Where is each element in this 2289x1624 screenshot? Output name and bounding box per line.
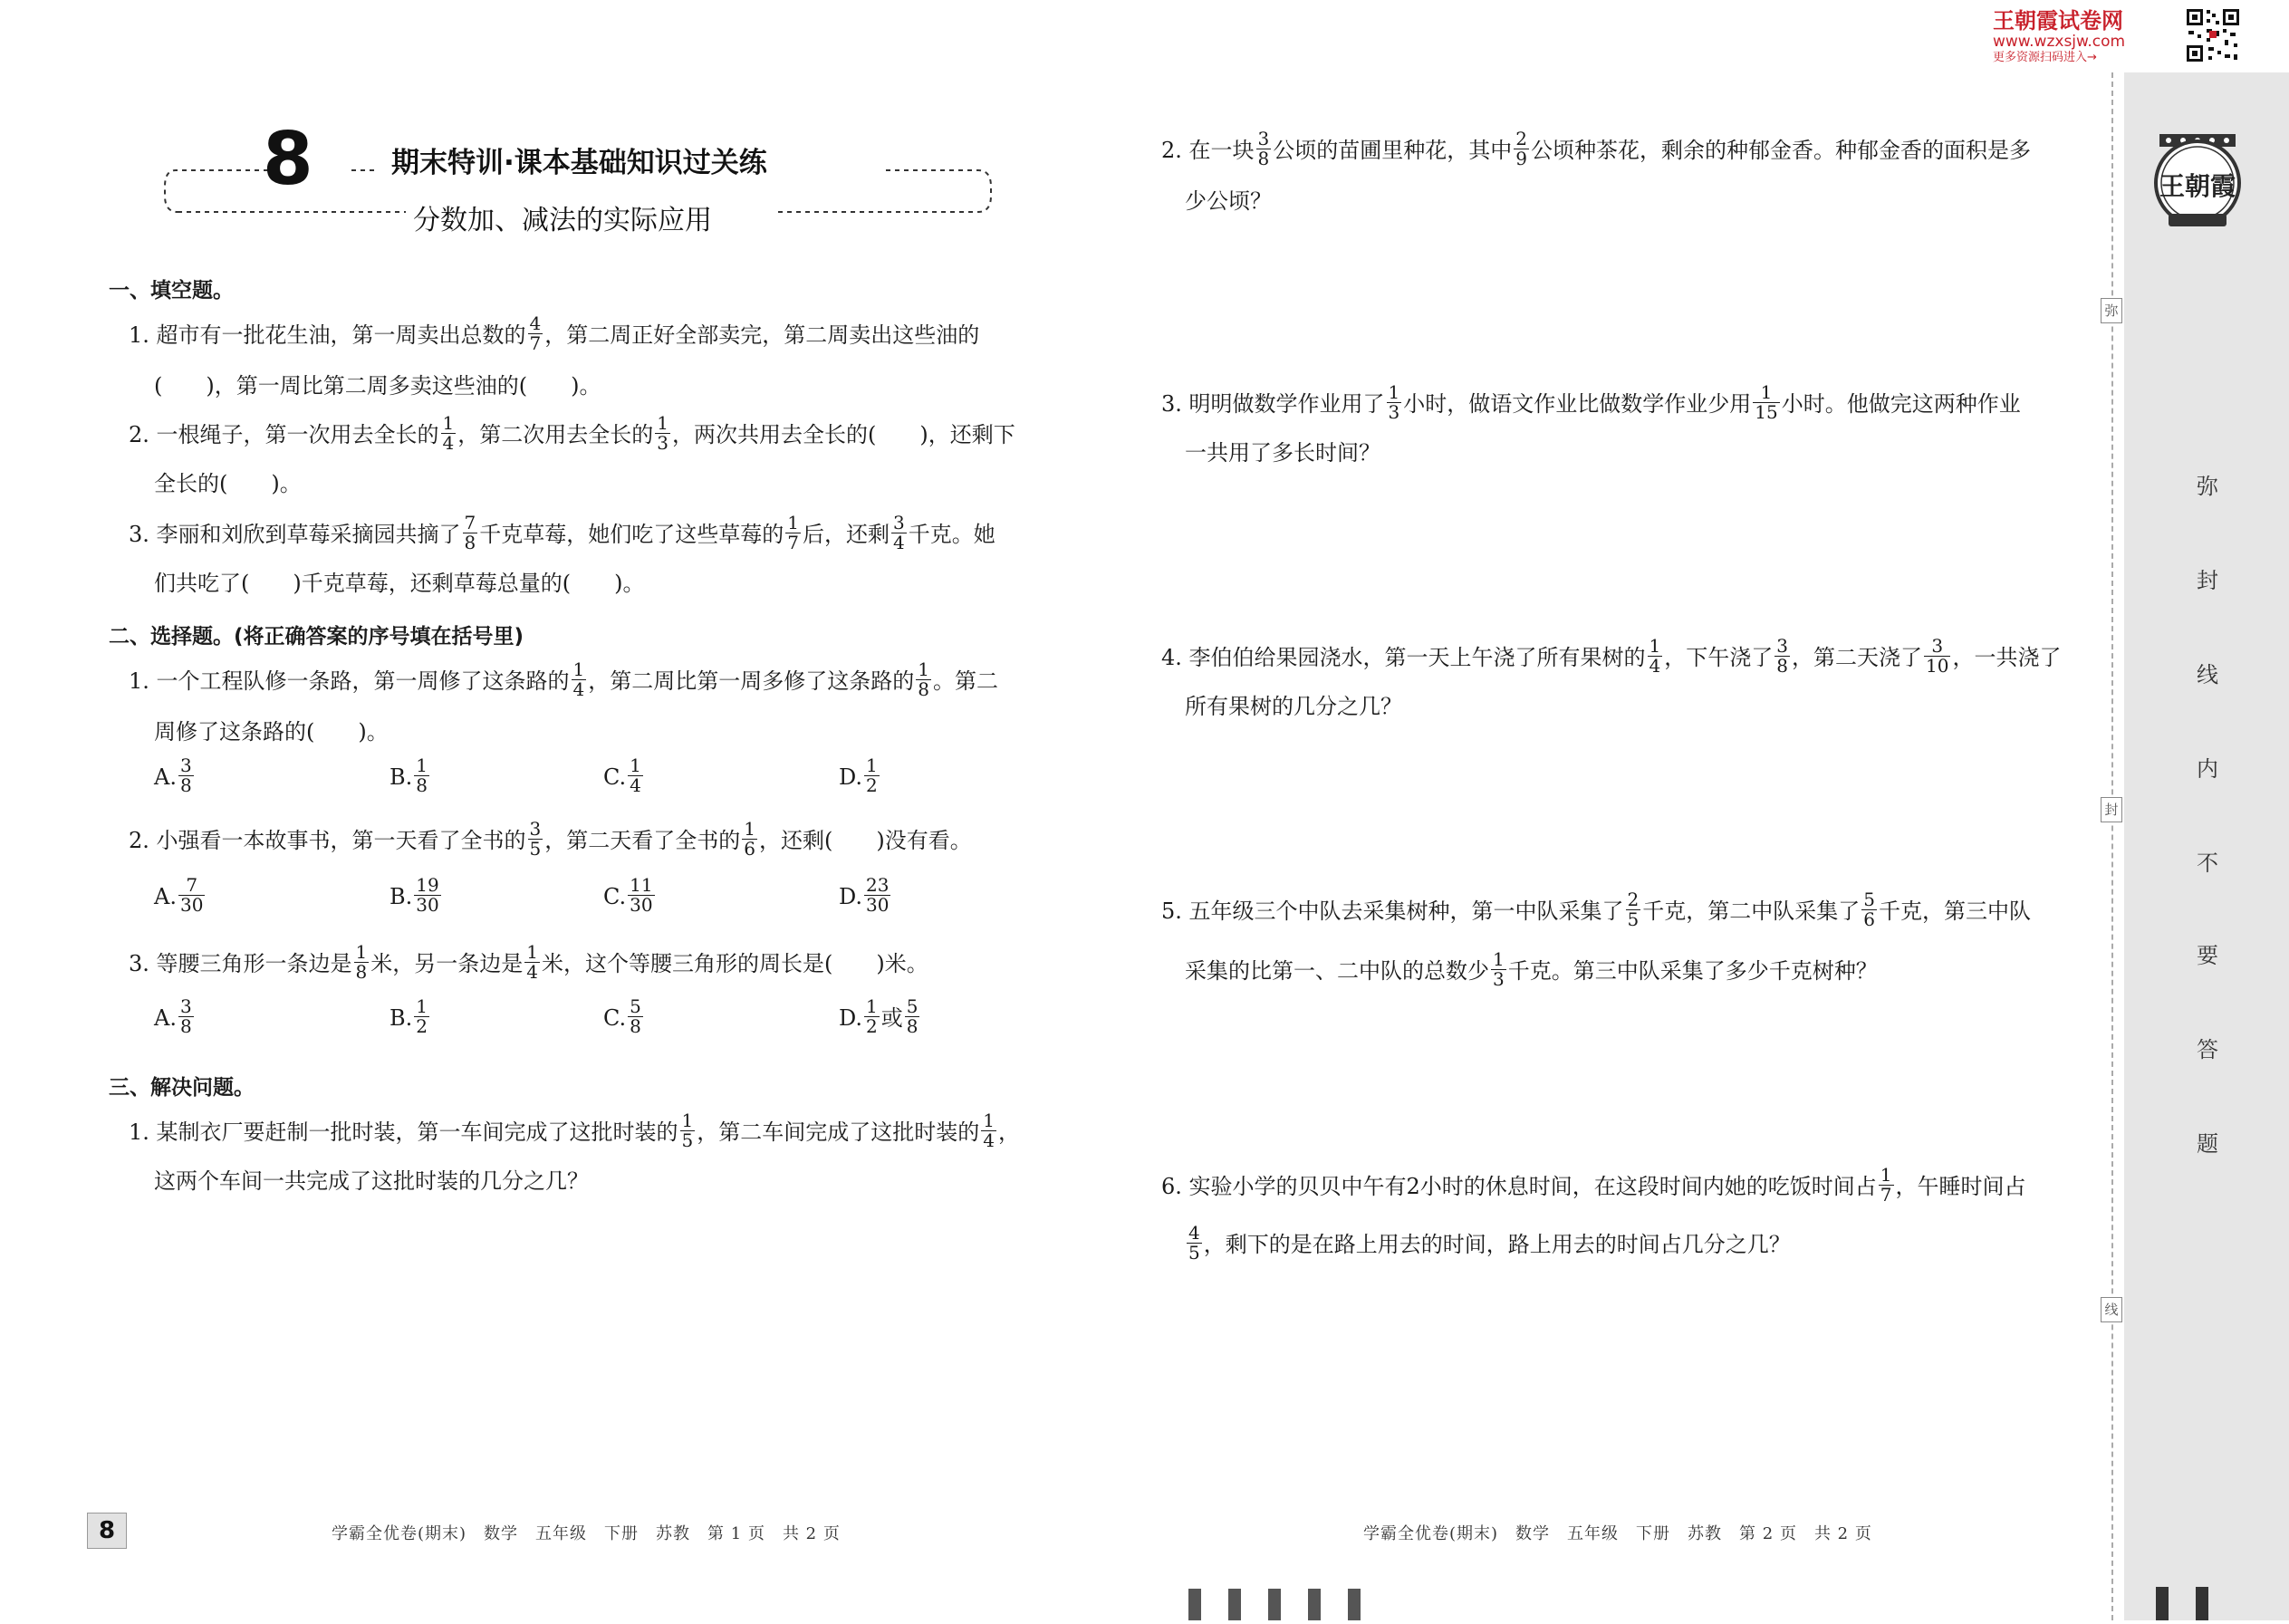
choice-q3-line1: 3. 等腰三角形一条边是 $\frac{1}{8}$ 米，另一条边是 $\frac{1}{4}$ 米，这个等腰三角形的周长是( )米。	[129, 941, 928, 983]
problem-2-line1: 2. 在一块 $\frac{3}{8}$ 公顷的苗圃里种花，其中 $\frac{2}{9}$ 公顷种茶花，剩余的种郁金香。种郁金香的面积是多	[1161, 128, 2031, 169]
choice-q2-option-d[interactable]: D. $\frac{23}{30}$	[839, 874, 890, 916]
frac-l-c2-c: $\frac{11}{30}$	[630, 874, 653, 916]
frac-r-p4c: $\frac{3}{10}$	[1926, 635, 1949, 677]
choice-q2-option-b[interactable]: B. $\frac{19}{30}$	[390, 874, 439, 916]
choice-q2-line1: 2. 小强看一本故事书，第一天看了全书的 $\frac{3}{5}$ ，第二天看了全书的 $\frac{1}{6}$ ，还剩( )没有看。	[129, 818, 972, 860]
page-number-badge: 8	[87, 1513, 127, 1549]
frac-l-c1a: $\frac{1}{4}$	[572, 658, 585, 700]
page-subtitle: 分数加、减法的实际应用	[413, 205, 712, 236]
registration-marks-right	[2156, 1587, 2228, 1620]
binding-mark-1: 弥	[2101, 298, 2122, 323]
footer-right: 学霸全优卷(期末) 数学 五年级 下册 苏教 第 2 页 共 2 页	[1363, 1524, 1872, 1543]
binding-char-5: 不	[2197, 850, 2218, 876]
watermark-tip: 更多资源扫码进入→	[1993, 51, 2097, 64]
problem-3-line1: 3. 明明做数学作业用了 $\frac{1}{3}$ 小时，做语文作业比做数学作业少用 $\frac{1}{15}$ 小时。他做完这两种作业	[1161, 381, 2021, 423]
fill-q1-line2: ( )，第一周比第二周多卖这些油的( )。	[154, 373, 601, 399]
frac-l-c2-a: $\frac{7}{30}$	[179, 874, 204, 916]
frac-l-c1-d: $\frac{1}{2}$	[866, 754, 878, 796]
frac-l-c3-b: $\frac{1}{2}$	[416, 995, 428, 1037]
choice-q1-option-d[interactable]: D. $\frac{1}{2}$	[839, 754, 878, 796]
frac-r-p2b: $\frac{2}{9}$	[1515, 128, 1527, 169]
binding-char-7: 答	[2197, 1037, 2218, 1062]
page-title: 期末特训·课本基础知识过关练	[391, 147, 767, 179]
problem-4-line1: 4. 李伯伯给果园浇水，第一天上午浇了所有果树的 $\frac{1}{4}$ ，下午浇了 $\frac{3}{8}$ ，第二天浇了 $\frac{3}{10}$ ，一共浇了	[1161, 635, 2062, 677]
frac-r-p4a: $\frac{1}{4}$	[1649, 635, 1661, 677]
binding-char-3: 线	[2197, 662, 2218, 687]
choice-q3-option-c[interactable]: C. $\frac{5}{8}$	[603, 995, 641, 1037]
frac-l-c3-c: $\frac{5}{8}$	[630, 995, 641, 1037]
binding-mark-2: 封	[2101, 797, 2122, 822]
frac-l-c3-d2: $\frac{5}{8}$	[906, 995, 918, 1037]
fill-q2-line1: 2. 一根绳子，第一次用去全长的 $\frac{1}{4}$ ，第二次用去全长的 $\frac{1}{3}$ ，两次共用去全长的( )，还剩下	[129, 412, 1015, 454]
frac-l-c1-a: $\frac{3}{8}$	[179, 754, 192, 796]
frac-r-p6a: $\frac{1}{7}$	[1880, 1164, 1892, 1206]
binding-char-2: 封	[2197, 568, 2218, 593]
choice-q1-line1: 1. 一个工程队修一条路，第一周修了这条路的 $\frac{1}{4}$ ，第二周比第一周多修了这条路的 $\frac{1}{8}$ 。第二	[129, 658, 998, 700]
frac-l-c2b: $\frac{1}{6}$	[744, 818, 755, 860]
frac-l-c3-a: $\frac{3}{8}$	[179, 995, 192, 1037]
frac-l-c2a: $\frac{3}{5}$	[529, 818, 542, 860]
frac-r-p6b: $\frac{4}{5}$	[1188, 1222, 1200, 1264]
frac-l-c3-d1: $\frac{1}{2}$	[866, 995, 878, 1037]
fill-q3-line1: 3. 李丽和刘欣到草莓采摘园共摘了 $\frac{7}{8}$ 千克草莓，她们吃了这些草莓的 $\frac{1}{7}$ 后，还剩 $\frac{3}{4}$ 千克。她	[129, 512, 995, 553]
problem-6-line2: $\frac{4}{5}$ ，剩下的是在路上用去的时间，路上用去的时间占几分之几？	[1188, 1222, 1791, 1264]
problem-5-line2: 采集的比第一、二中队的总数少 $\frac{1}{3}$ 千克。第三中队采集了多少千克树种？	[1185, 948, 1878, 990]
frac-r-p5b: $\frac{5}{6}$	[1863, 889, 1875, 930]
frac-l-c3a: $\frac{1}{8}$	[355, 941, 368, 983]
frac-l-c1-b: $\frac{1}{8}$	[416, 754, 428, 796]
frac-l-q3b: $\frac{1}{7}$	[787, 512, 799, 553]
section-choice: 二、选择题。(将正确答案的序号填在括号里)	[109, 625, 524, 649]
watermark-url: www.wzxsjw.com	[1993, 33, 2126, 51]
choice-q1-option-a[interactable]: A. $\frac{3}{8}$	[154, 754, 192, 796]
frac-l-s1b: $\frac{1}{4}$	[983, 1110, 995, 1151]
choice-q2-option-c[interactable]: C. $\frac{11}{30}$	[603, 874, 653, 916]
problem-4-line2: 所有果树的几分之几？	[1185, 694, 1402, 719]
frac-r-p3b: $\frac{1}{15}$	[1755, 381, 1778, 423]
frac-r-p2a: $\frac{3}{8}$	[1257, 128, 1270, 169]
choice-q3-option-d[interactable]: D. $\frac{1}{2}$ 或 $\frac{5}{8}$	[839, 995, 918, 1037]
fill-q2-line2: 全长的( )。	[154, 471, 302, 496]
qr-code-icon	[2185, 7, 2241, 63]
watermark-brand: 王朝霞试卷网	[1993, 8, 2123, 34]
choice-q1-option-c[interactable]: C. $\frac{1}{4}$	[603, 754, 641, 796]
frac-r-p5a: $\frac{2}{5}$	[1627, 889, 1640, 930]
binding-char-8: 题	[2197, 1131, 2218, 1157]
problem-5-line1: 5. 五年级三个中队去采集树种，第一中队采集了 $\frac{2}{5}$ 千克，第二中队采集了 $\frac{5}{6}$ 千克，第三中队	[1161, 889, 2031, 930]
problem-2-line2: 少公顷？	[1185, 188, 1272, 214]
section-number: 8	[263, 117, 313, 201]
frac-r-p4b: $\frac{3}{8}$	[1776, 635, 1788, 677]
choice-q3-option-a[interactable]: A. $\frac{3}{8}$	[154, 995, 192, 1037]
brand-logo	[2150, 127, 2245, 243]
section-problems: 三、解决问题。	[109, 1076, 255, 1100]
problem-3-line2: 一共用了多长时间？	[1185, 440, 1380, 466]
choice-q1-line2: 周修了这条路的( )。	[154, 719, 389, 745]
fill-q3-line2: 们共吃了( )千克草莓，还剩草莓总量的( )。	[154, 571, 645, 596]
frac-r-p3a: $\frac{1}{3}$	[1388, 381, 1400, 423]
choice-q2-option-a[interactable]: A. $\frac{7}{30}$	[154, 874, 204, 916]
problem-6-line1: 6. 实验小学的贝贝中午有2小时的休息时间，在这段时间内她的吃饭时间占 $\frac{1}{7}$ ，午睡时间占	[1161, 1164, 2026, 1206]
fill-q1-line1: 1. 超市有一批花生油，第一周卖出总数的 $\frac{4}{7}$ ，第二周正好全部卖完，第二周卖出这些油的	[129, 312, 980, 354]
registration-marks	[1188, 1589, 1370, 1620]
frac-l-q3c: $\frac{3}{4}$	[893, 512, 905, 553]
choice-q3-option-b[interactable]: B. $\frac{1}{2}$	[390, 995, 428, 1037]
binding-char-6: 要	[2197, 943, 2218, 968]
frac-l-q1: $\frac{4}{7}$	[529, 312, 542, 354]
frac-l-c1b: $\frac{1}{8}$	[918, 658, 929, 700]
frac-r-p5c: $\frac{1}{3}$	[1493, 948, 1505, 990]
frac-l-c1-c: $\frac{1}{4}$	[630, 754, 641, 796]
choice-q1-option-b[interactable]: B. $\frac{1}{8}$	[390, 754, 428, 796]
footer-left: 学霸全优卷(期末) 数学 五年级 下册 苏教 第 1 页 共 2 页	[332, 1524, 841, 1543]
problem-1-line1: 1. 某制衣厂要赶制一批时装，第一车间完成了这批时装的 $\frac{1}{5}$ ，第二车间完成了这批时装的 $\frac{1}{4}$ ，	[129, 1110, 1020, 1151]
frac-l-q3a: $\frac{7}{8}$	[464, 512, 476, 553]
watermark	[1993, 9, 2156, 65]
section-fill-blanks: 一、填空题。	[109, 279, 234, 303]
frac-l-c2-b: $\frac{19}{30}$	[416, 874, 439, 916]
frac-l-s1a: $\frac{1}{5}$	[681, 1110, 694, 1151]
problem-1-line2: 这两个车间一共完成了这批时装的几分之几？	[154, 1168, 589, 1194]
brand-logo-text: 王朝霞	[2159, 171, 2236, 201]
binding-mark-3: 线	[2101, 1297, 2122, 1322]
frac-l-c2-d: $\frac{23}{30}$	[866, 874, 890, 916]
frac-l-q2b: $\frac{1}{3}$	[657, 412, 668, 454]
binding-char-1: 弥	[2197, 474, 2218, 499]
frac-l-c3b: $\frac{1}{4}$	[526, 941, 538, 983]
binding-char-4: 内	[2197, 756, 2218, 782]
frac-l-q2a: $\frac{1}{4}$	[442, 412, 455, 454]
